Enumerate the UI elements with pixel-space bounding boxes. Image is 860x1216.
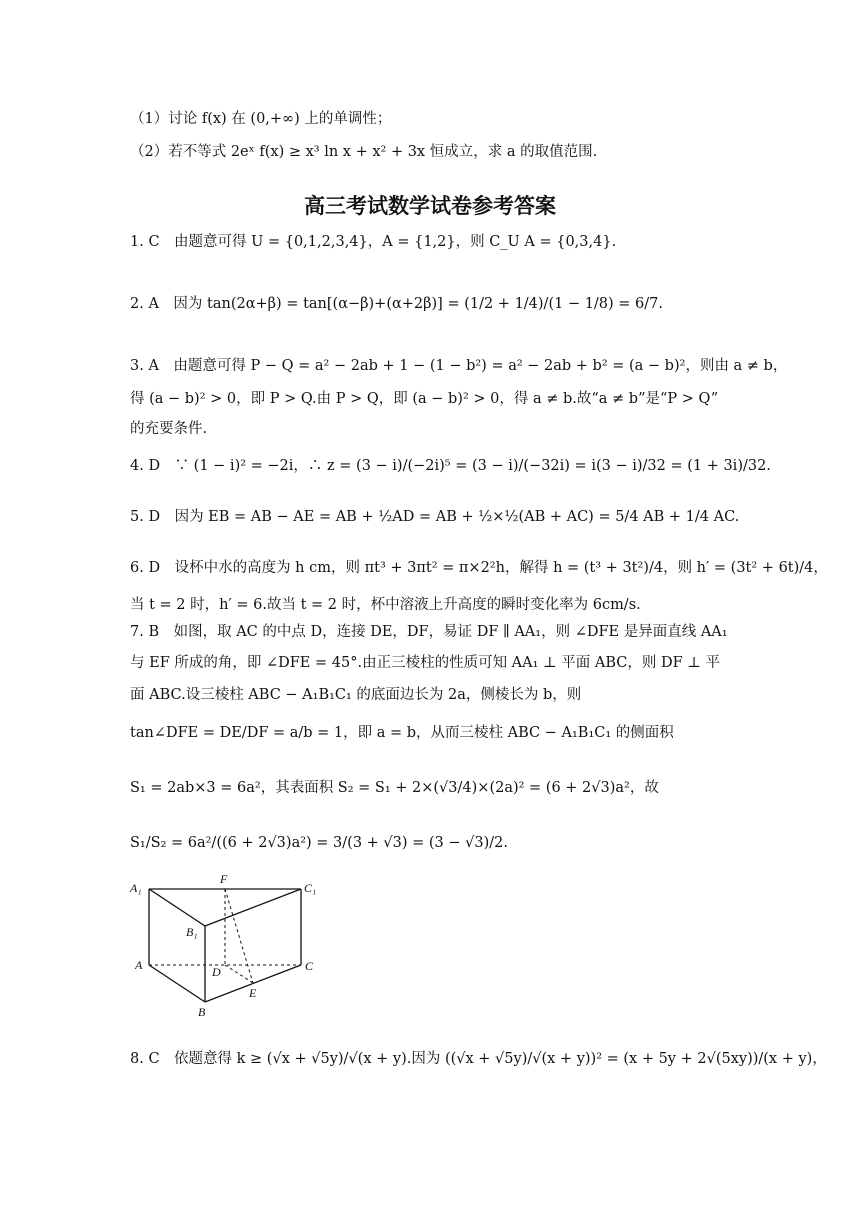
answer-7-line-6: S₁/S₂ = 6a²/((6 + 2√3)a²) = 3/(3 + √3) = (3 − √3)/2. [130, 835, 508, 851]
answer-2: 2. A 因为 tan(2α+β) = tan[(α−β)+(α+2β)] = (1/2 + 1/4)/(1 − 1/8) = 6/7. [130, 296, 664, 312]
label-a: A [135, 958, 143, 972]
label-d: D [212, 965, 221, 979]
label-c: C [305, 959, 314, 973]
answer-7-line-1: 7. B 如图，取 AC 的中点 D，连接 DE，DF，易证 DF ∥ AA₁，则 ∠DFE 是异面直线 AA₁ [130, 624, 728, 640]
label-b: B [198, 1005, 206, 1019]
answer-7-line-4: tan∠DFE = DE/DF = a/b = 1，即 a = b，从而三棱柱 ABC − A₁B₁C₁ 的侧面积 [130, 725, 674, 741]
answer-7-line-5: S₁ = 2ab×3 = 6a²，其表面积 S₂ = S₁ + 2×(√3/4)×(2a)² = (6 + 2√3)a²，故 [130, 780, 659, 796]
segment-d-e [225, 965, 253, 983]
label-e: E [249, 986, 257, 1000]
answer-7-line-2: 与 EF 所成的角，即 ∠DFE = 45°.由正三棱柱的性质可知 AA₁ ⊥ 平面 ABC，则 DF ⊥ 平 [130, 655, 721, 671]
label-a1: A₁ [130, 881, 142, 895]
question-part-1: （1）讨论 f(x) 在 (0,+∞) 上的单调性； [130, 111, 392, 127]
question-part-2: （2）若不等式 2eˣ f(x) ≥ x³ ln x + x² + 3x 恒成立，求 a 的取值范围. [130, 144, 598, 160]
answer-3-line-2: 得 (a − b)² > 0，即 P > Q.由 P > Q，即 (a − b)² > 0，得 a ≠ b.故“a ≠ b”是“P > Q” [130, 391, 719, 407]
edge-a1-b1 [149, 889, 205, 926]
answer-5: 5. D 因为 EB = AB − AE = AB + ½AD = AB + ½×½(AB + AC) = 5/4 AB + 1/4 AC. [130, 509, 740, 525]
label-b1: B₁ [186, 925, 198, 939]
answer-3-line-3: 的充要条件. [130, 421, 208, 437]
answer-1: 1. C 由题意可得 U = {0,1,2,3,4}，A = {1,2}，则 C_U A = {0,3,4}. [130, 234, 617, 250]
answer-6-line-2: 当 t = 2 时，h′ = 6.故当 t = 2 时，杯中溶液上升高度的瞬时变化率为 6cm/s. [130, 597, 641, 613]
answer-3-line-1: 3. A 由题意可得 P − Q = a² − 2ab + 1 − (1 − b²) = a² − 2ab + b² = (a − b)²，则由 a ≠ b， [130, 358, 788, 374]
edge-b1-c1 [205, 889, 301, 926]
answer-4: 4. D ∵ (1 − i)² = −2i，∴ z = (3 − i)/(−2i)⁵ = (3 − i)/(−32i) = i(3 − i)/32 = (1 + 3i)/32. [130, 458, 771, 474]
label-c1: C₁ [304, 881, 317, 895]
prism-figure [125, 870, 325, 1020]
segment-f-e [225, 889, 253, 983]
edge-a-b [149, 965, 205, 1002]
answer-7-line-3: 面 ABC.设三棱柱 ABC − A₁B₁C₁ 的底面边长为 2a，侧棱长为 b，则 [130, 687, 582, 703]
answer-6-line-1: 6. D 设杯中水的高度为 h cm，则 πt³ + 3πt² = π×2²h，解得 h = (t³ + 3t²)/4，则 h′ = (3t² + 6t)/4， [130, 560, 828, 576]
page-title: 高三考试数学试卷参考答案 [304, 194, 556, 218]
label-f: F [220, 872, 228, 886]
answer-8: 8. C 依题意得 k ≥ (√x + √5y)/√(x + y).因为 ((√x + √5y)/√(x + y))² = (x + 5y + 2√(5xy))/(x + y)， [130, 1051, 827, 1067]
